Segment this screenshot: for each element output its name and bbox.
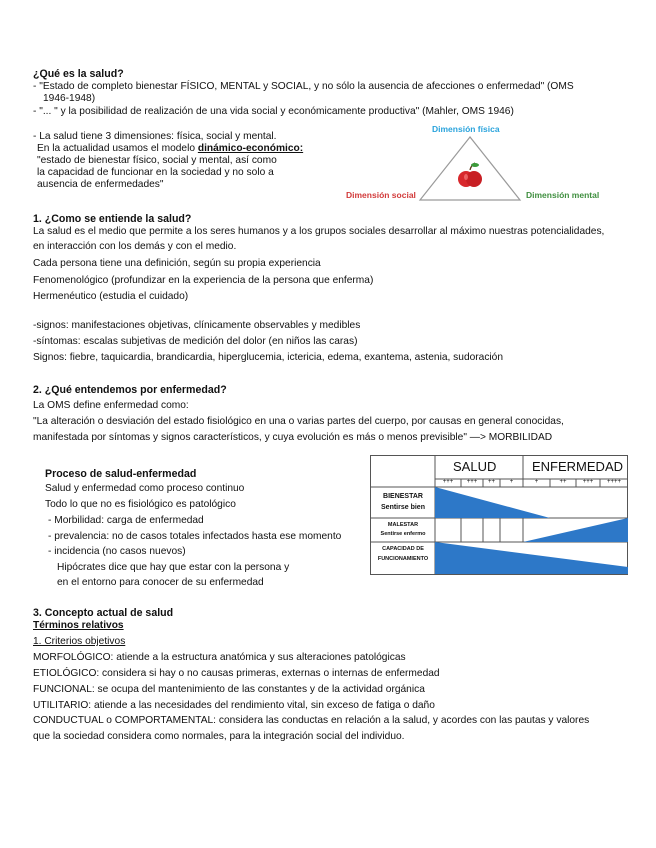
mahler-definition-line: - "... " y la posibilidad de realización de una vida social y económicamente productiva" (Mahler, OMS 1946): [33, 106, 514, 117]
process-line-4: - prevalencia: no de casos totales infectados hasta ese momento: [48, 531, 342, 542]
model-definition-3: ausencia de enfermedades": [37, 179, 164, 190]
table-scale-cell: ++: [487, 479, 495, 485]
table-row-bienestar: [372, 493, 434, 512]
triangle-label-social: Dimensión social: [346, 190, 416, 200]
model-line: [37, 143, 303, 155]
process-line-1: Salud y enfermedad como proceso continuo: [45, 483, 245, 494]
table-scale-cell: ++: [559, 479, 567, 485]
criterio-utilitario: UTILITARIO: atiende a las necesidades del rendimiento vital, sin exceso de fatiga o daño: [33, 700, 435, 711]
dimensions-line: - La salud tiene 3 dimensiones: física, social y mental.: [33, 131, 277, 142]
process-subtitle: Proceso de salud-enfermedad: [45, 468, 197, 480]
table-scale-cell: +++: [466, 479, 478, 485]
section-title-que-es-salud: ¿Qué es la salud?: [33, 68, 124, 80]
model-line-text: En la actualidad usamos el modelo: [37, 143, 198, 154]
process-line-2: Todo lo que no es fisiológico es patológico: [45, 499, 236, 510]
section-title-concepto-actual: 3. Concepto actual de salud: [33, 607, 174, 619]
row-bienestar-label: BIENESTAR: [383, 493, 423, 500]
row-malestar-label: MALESTAR: [387, 522, 419, 528]
criterio-conductual: CONDUCTUAL o COMPORTAMENTAL: considera las conductas en relación a la salud, y acordes con las pautas y valores: [33, 715, 590, 726]
sec1-line-1: La salud es el medio que permite a los seres humanos y a los grupos sociales desarrollar al máximo nuestras potencialidades,: [33, 226, 605, 237]
criterio-conductual-cont: que la sociedad considera como normales, para la integración social del individuo.: [33, 731, 405, 742]
terminos-relativos-title: Términos relativos: [33, 620, 124, 631]
table-scale-cell: +: [534, 479, 539, 485]
health-disease-table: [370, 455, 628, 575]
sec2-line-3: manifestada por síntomas y signos característicos, y cuya evolución es más o menos previsible" —> MORBILIDAD: [33, 432, 553, 443]
table-row-capacidad: [372, 546, 434, 563]
row-bienestar-sub: Sentirse bien: [381, 504, 425, 511]
section-title-enfermedad: 2. ¿Qué entendemos por enfermedad?: [33, 384, 227, 396]
sec1-line-4: Fenomenológico (profundizar en la experiencia de la persona que enferma): [33, 275, 374, 286]
criterio-funcional: FUNCIONAL: se ocupa del mantenimiento de las constantes y de la actividad orgánica: [33, 684, 425, 695]
table-header-salud: SALUD: [453, 459, 497, 474]
table-scale-cell: +: [509, 479, 514, 485]
sec1-sintomas: -síntomas: escalas subjetivas de medición del dolor (en niños las caras): [33, 336, 358, 347]
process-line-6: Hipócrates dice que hay que estar con la persona y: [57, 562, 290, 573]
health-dimensions-triangle: [415, 134, 525, 204]
model-name: dinámico-económico:: [197, 143, 304, 154]
table-scale-cell: +++: [582, 479, 594, 485]
process-line-5: - incidencia (no casos nuevos): [48, 546, 186, 557]
table-scale-cell: ++++: [606, 479, 621, 485]
sec1-signos-list: Signos: fiebre, taquicardia, brandicardia, hiperglucemia, ictericia, edema, exantema, astenia, sudoración: [33, 352, 504, 363]
model-definition-1: "estado de bienestar físico, social y mental, así como: [37, 155, 277, 166]
process-line-3: - Morbilidad: carga de enfermedad: [48, 515, 204, 526]
criterio-etiologico: ETIOLÓGICO: considera si hay o no causas primeras, externas o internas de enfermedad: [33, 668, 440, 679]
row-malestar-sub: Sentirse enfermo: [380, 531, 426, 537]
triangle-label-physical: Dimensión física: [432, 124, 500, 134]
row-capacidad-label: CAPACIDAD DE: [382, 546, 424, 552]
table-scale-row: [370, 480, 628, 487]
process-line-7: en el entorno para conocer de su enfermedad: [57, 577, 264, 588]
sec1-signos: -signos: manifestaciones objetivas, clínicamente observables y medibles: [33, 320, 361, 331]
table-header-enfermedad: ENFERMEDAD: [532, 459, 624, 474]
criterios-objetivos-title: 1. Criterios objetivos: [33, 636, 126, 647]
triangle-label-mental: Dimensión mental: [526, 190, 600, 200]
table-row-malestar: [372, 522, 434, 538]
model-definition-2: la capacidad de funcionar en la sociedad y no solo a: [37, 167, 274, 178]
sec2-line-2: "La alteración o desviación del estado fisiológico en una o varias partes del cuerpo, por causas en general conocidas,: [33, 416, 564, 427]
apple-icon: [458, 163, 482, 187]
oms-definition-year: 1946-1948): [43, 93, 96, 104]
row-capacidad-sub: FUNCIONAMIENTO: [377, 556, 429, 562]
section-title-como-se-entiende: 1. ¿Como se entiende la salud?: [33, 213, 192, 225]
sec2-line-1: La OMS define enfermedad como:: [33, 400, 189, 411]
sec1-line-2: en interacción con los demás y con el medio.: [33, 241, 237, 252]
table-scale-cell: +++: [442, 479, 454, 485]
criterio-morfologico: MORFOLÓGICO: atiende a la estructura anatómica y sus alteraciones patológicas: [33, 652, 406, 663]
sec1-line-5: Hermenéutico (estudia el cuidado): [33, 291, 189, 302]
oms-definition-line: - "Estado de completo bienestar FÍSICO, MENTAL y SOCIAL, y no sólo la ausencia de afecciones o enfermedad" (OMS: [33, 81, 574, 92]
sec1-line-3: Cada persona tiene una definición, según su propia experiencia: [33, 258, 321, 269]
